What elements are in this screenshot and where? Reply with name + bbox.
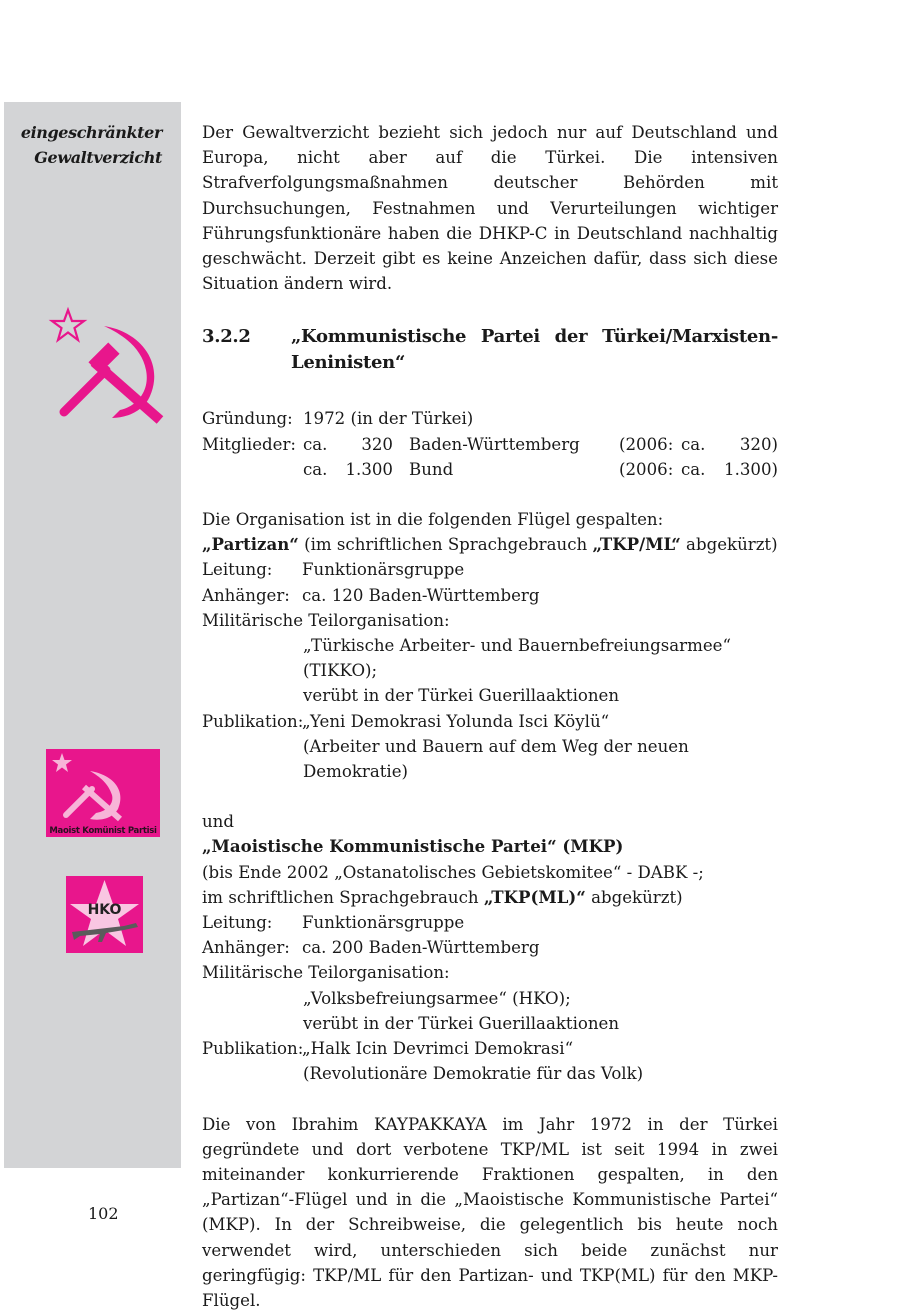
pub-value: „Halk Icin Devrimci Demokrasi“ bbox=[302, 1036, 573, 1061]
margin-note bbox=[20, 120, 162, 170]
partizan-heading bbox=[202, 532, 778, 557]
partizan-abbr: „TKP/ML“ bbox=[592, 534, 680, 554]
mkp-logo-caption: Maoist Komünist Partisi bbox=[46, 826, 160, 836]
main-text bbox=[202, 120, 778, 1313]
mkp-abbr-line bbox=[202, 885, 778, 910]
closing-paragraph: Die von Ibrahim KAYPAKKAYA im Jahr 1972 in der Türkei gegründete und dort verbotene TKP/ML ist seit 1994 in zwei miteinander konkurrierende Fraktionen gespalten, in den „Partizan“-Flügel und in die „Maoistische Kommunistische Partei“ (MKP). In der Schreibweise, die gelegentlich bis heute noch verwendet wird, unterschieden sich beide zunächst nur geringfügig: TKP/ML für den Partizan- und TKP(ML) für den MKP-Flügel. bbox=[202, 1112, 778, 1313]
split-intro: Die Organisation ist in die folgenden Flügel gespalten: bbox=[202, 507, 778, 532]
members-ca: ca. bbox=[303, 432, 343, 457]
members-ca-prev: ca. bbox=[681, 457, 719, 482]
margin-note-line-2: Gewaltverzicht bbox=[20, 145, 162, 170]
founding-label: Gründung: bbox=[202, 406, 303, 431]
members-region: Baden-Württemberg bbox=[409, 432, 619, 457]
anhaenger-label: Anhänger: bbox=[202, 583, 302, 608]
mkp-mil-line-1: „Volksbefreiungsarmee“ (HKO); bbox=[202, 986, 778, 1011]
partizan-leitung-row bbox=[202, 557, 778, 582]
sidebar-band bbox=[4, 102, 181, 1168]
members-count: 320 bbox=[343, 432, 409, 457]
partizan-mil-line-2: verübt in der Türkei Guerillaaktionen bbox=[202, 683, 778, 708]
members-year: (2006: bbox=[619, 457, 681, 482]
hammer-sickle-star-icon bbox=[46, 306, 166, 424]
und: und bbox=[202, 809, 778, 834]
anhaenger-value: ca. 120 Baden-Württemberg bbox=[302, 583, 540, 608]
partizan-name: „Partizan“ bbox=[202, 534, 299, 554]
members-region: Bund bbox=[409, 457, 619, 482]
hko-logo-caption: HKO bbox=[66, 902, 143, 918]
mkp-pub-translation: (Revolutionäre Demokratie für das Volk) bbox=[202, 1061, 778, 1086]
mkp-name: „Maoistische Kommunistische Partei“ (MKP) bbox=[202, 834, 778, 859]
mkp-pub-row bbox=[202, 1036, 778, 1061]
anhaenger-label: Anhänger: bbox=[202, 935, 302, 960]
leitung-value: Funktionärsgruppe bbox=[302, 910, 464, 935]
members-count: 1.300 bbox=[343, 457, 409, 482]
mkp-abbr: „TKP(ML)“ bbox=[484, 887, 586, 907]
section-heading bbox=[202, 324, 778, 376]
hko-logo-icon bbox=[66, 876, 143, 953]
partizan-abbr-post: abgekürzt) bbox=[681, 535, 778, 554]
anhaenger-value: ca. 200 Baden-Württemberg bbox=[302, 935, 540, 960]
members-prev: 320) bbox=[719, 432, 778, 457]
mkp-anhaenger-row bbox=[202, 935, 778, 960]
pub-value: „Yeni Demokrasi Yolunda Isci Köylü“ bbox=[302, 709, 609, 734]
intro-paragraph: Der Gewaltverzicht bezieht sich jedoch nur auf Deutschland und Europa, nicht aber auf die Türkei. Die intensiven Strafverfolgungsmaßnahmen deutscher Behörden mit Durchsuchungen, Festnahmen und Verurteilungen wichtiger Führungsfunktionäre haben die DHKP-C in Deutschland nachhaltig geschwächt. Derzeit gibt es keine Anzeichen dafür, dass sich diese Situation ändern wird. bbox=[202, 120, 778, 296]
margin-note-line-1: eingeschränkter bbox=[20, 120, 162, 145]
members-year: (2006: bbox=[619, 432, 681, 457]
members-label: Mitglieder: bbox=[202, 432, 303, 457]
founding-row bbox=[202, 406, 778, 431]
partizan-mil-label: Militärische Teilorganisation: bbox=[202, 608, 778, 633]
partizan-pub-translation: (Arbeiter und Bauern auf dem Weg der neuen Demokratie) bbox=[202, 734, 778, 784]
leitung-value: Funktionärsgruppe bbox=[302, 557, 464, 582]
leitung-label: Leitung: bbox=[202, 557, 302, 582]
mkp-abbr-post: abgekürzt) bbox=[586, 888, 683, 907]
section-title: „Kommunistische Partei der Türkei/Marxisten-Leninisten“ bbox=[291, 324, 778, 376]
founding-value: 1972 (in der Türkei) bbox=[303, 406, 473, 431]
partizan-pub-row bbox=[202, 709, 778, 734]
mkp-logo-icon bbox=[46, 749, 160, 837]
page-number: 102 bbox=[88, 1204, 119, 1223]
partizan-mil-line-1: „Türkische Arbeiter- und Bauernbefreiungsarmee“ (TIKKO); bbox=[202, 633, 778, 683]
members-row bbox=[202, 457, 778, 482]
mkp-abbr-pre: im schriftlichen Sprachgebrauch bbox=[202, 888, 484, 907]
pub-label: Publikation: bbox=[202, 1036, 302, 1061]
mkp-leitung-row bbox=[202, 910, 778, 935]
partizan-anhaenger-row bbox=[202, 583, 778, 608]
members-ca-prev: ca. bbox=[681, 432, 719, 457]
mkp-note: (bis Ende 2002 „Ostanatolisches Gebietskomitee“ - DABK -; bbox=[202, 860, 778, 885]
partizan-abbr-pre: (im schriftlichen Sprachgebrauch bbox=[299, 535, 593, 554]
mkp-mil-label: Militärische Teilorganisation: bbox=[202, 960, 778, 985]
members-ca: ca. bbox=[303, 457, 343, 482]
section-number: 3.2.2 bbox=[202, 324, 291, 376]
mkp-mil-line-2: verübt in der Türkei Guerillaaktionen bbox=[202, 1011, 778, 1036]
leitung-label: Leitung: bbox=[202, 910, 302, 935]
pub-label: Publikation: bbox=[202, 709, 302, 734]
members-prev: 1.300) bbox=[719, 457, 778, 482]
members-row bbox=[202, 432, 778, 457]
